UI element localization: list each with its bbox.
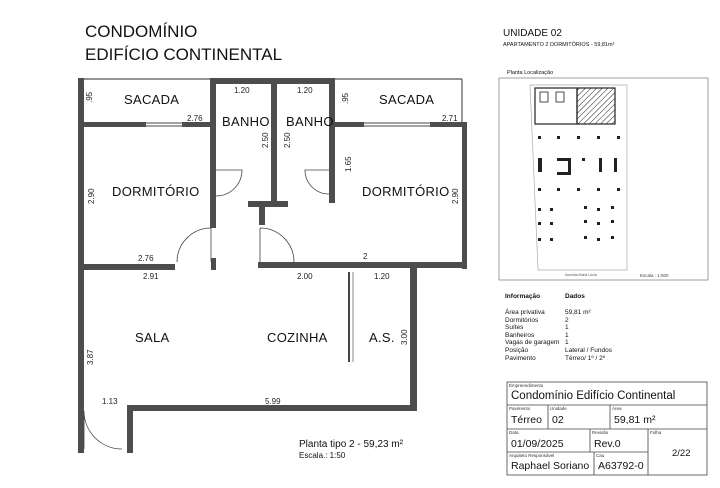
info-value: 1 (565, 339, 569, 347)
dim-label: 1.65 (344, 156, 353, 172)
info-value: Térreo/ 1º / 2º (565, 354, 606, 362)
info-label: Vagas de garagem (505, 339, 560, 347)
info-value: 1 (565, 324, 569, 332)
tb-cau: A63792-0 (598, 460, 644, 472)
location-scale-label: Escala : 1:500 (640, 273, 669, 278)
room-sala: SALA (135, 330, 170, 345)
plan-caption-title: Planta tipo 2 - 59,23 m² (299, 439, 403, 450)
location-street-label: Avenida Maria Lúcia (565, 273, 597, 277)
info-label: Área privativa (505, 309, 545, 316)
info-value: 2 (565, 316, 569, 324)
plan-caption-scale: Escala.: 1:50 (299, 451, 346, 460)
info-label: Banheiros (505, 331, 535, 339)
dim-label: 2.90 (451, 188, 460, 204)
title-line-1: CONDOMÍNIO (85, 22, 198, 41)
info-header-value: Dados (565, 293, 585, 300)
tb-empreendimento: Condomínio Edifício Continental (511, 390, 676, 402)
tb-unidade: 02 (552, 414, 564, 426)
tb-data-label: Data (509, 430, 519, 435)
info-label: Posição (505, 346, 529, 354)
dim-label: 2.71 (442, 114, 458, 123)
dim-label: 2.00 (297, 272, 313, 281)
dim-label: 2.50 (283, 132, 292, 148)
room-cozinha: COZINHA (267, 330, 328, 345)
tb-cau-label: Cau (596, 453, 605, 458)
dim-label: 1.20 (234, 86, 250, 95)
room-dormitorio-right: DORMITÓRIO (362, 184, 450, 199)
dim-label: 2.76 (138, 254, 154, 263)
tb-folha: 2/22 (672, 448, 691, 459)
dim-label: 2.76 (187, 114, 203, 123)
room-banho-left: BANHO (222, 114, 270, 129)
tb-empreendimento-label: Empreendimento (509, 383, 544, 388)
tb-revisao: Rev.0 (594, 438, 621, 450)
dim-label: 2.50 (261, 132, 270, 148)
tb-arquiteto-label: Arquiteto Responsável (509, 453, 555, 458)
tb-pavimento-label: Pavimento (509, 406, 531, 411)
tb-unidade-label: Unidade (550, 406, 567, 411)
tb-area-label: Área (612, 406, 622, 411)
tb-data: 01/09/2025 (511, 438, 564, 450)
tb-arquiteto: Raphael Soriano (511, 460, 590, 472)
info-value: Lateral / Fundos (565, 346, 612, 354)
dim-label: 2 (363, 252, 368, 261)
dim-label: 2.91 (143, 272, 159, 281)
room-sacada-right: SACADA (379, 92, 435, 107)
dim-label: 3.87 (86, 349, 95, 365)
dim-label: 1.13 (102, 397, 118, 406)
dim-label: .95 (341, 92, 350, 104)
room-as: A.S. (369, 330, 395, 345)
info-label: Pavimento (505, 354, 536, 362)
room-banho-right: BANHO (286, 114, 334, 129)
unit-title: UNIDADE 02 (503, 28, 562, 39)
info-header-label: Informação (505, 293, 541, 300)
location-plan-label: Planta Localização (507, 70, 554, 76)
dim-label: 1.20 (374, 272, 390, 281)
unit-subtitle: APARTAMENTO 2 DORMITÓRIOS - 59,81m² (503, 42, 615, 48)
info-value: 1 (565, 331, 569, 339)
dim-label: 3.00 (400, 329, 409, 345)
dim-label: 1.20 (297, 86, 313, 95)
room-sacada-left: SACADA (124, 92, 180, 107)
title-line-2: EDIFÍCIO CONTINENTAL (85, 45, 283, 64)
tb-pavimento: Térreo (511, 414, 542, 426)
tb-area: 59,81 m² (614, 414, 656, 426)
tb-revisao-label: Revisão (592, 430, 609, 435)
info-value: 59,81 m² (565, 309, 591, 316)
dim-label: 2.90 (87, 188, 96, 204)
dim-label: .95 (85, 91, 94, 103)
info-label: Suítes (505, 324, 524, 332)
tb-folha-label: Folha (650, 430, 662, 435)
info-label: Dormitórios (505, 316, 539, 324)
room-dormitorio-left: DORMITÓRIO (112, 184, 200, 199)
dim-label: 5.99 (265, 397, 281, 406)
